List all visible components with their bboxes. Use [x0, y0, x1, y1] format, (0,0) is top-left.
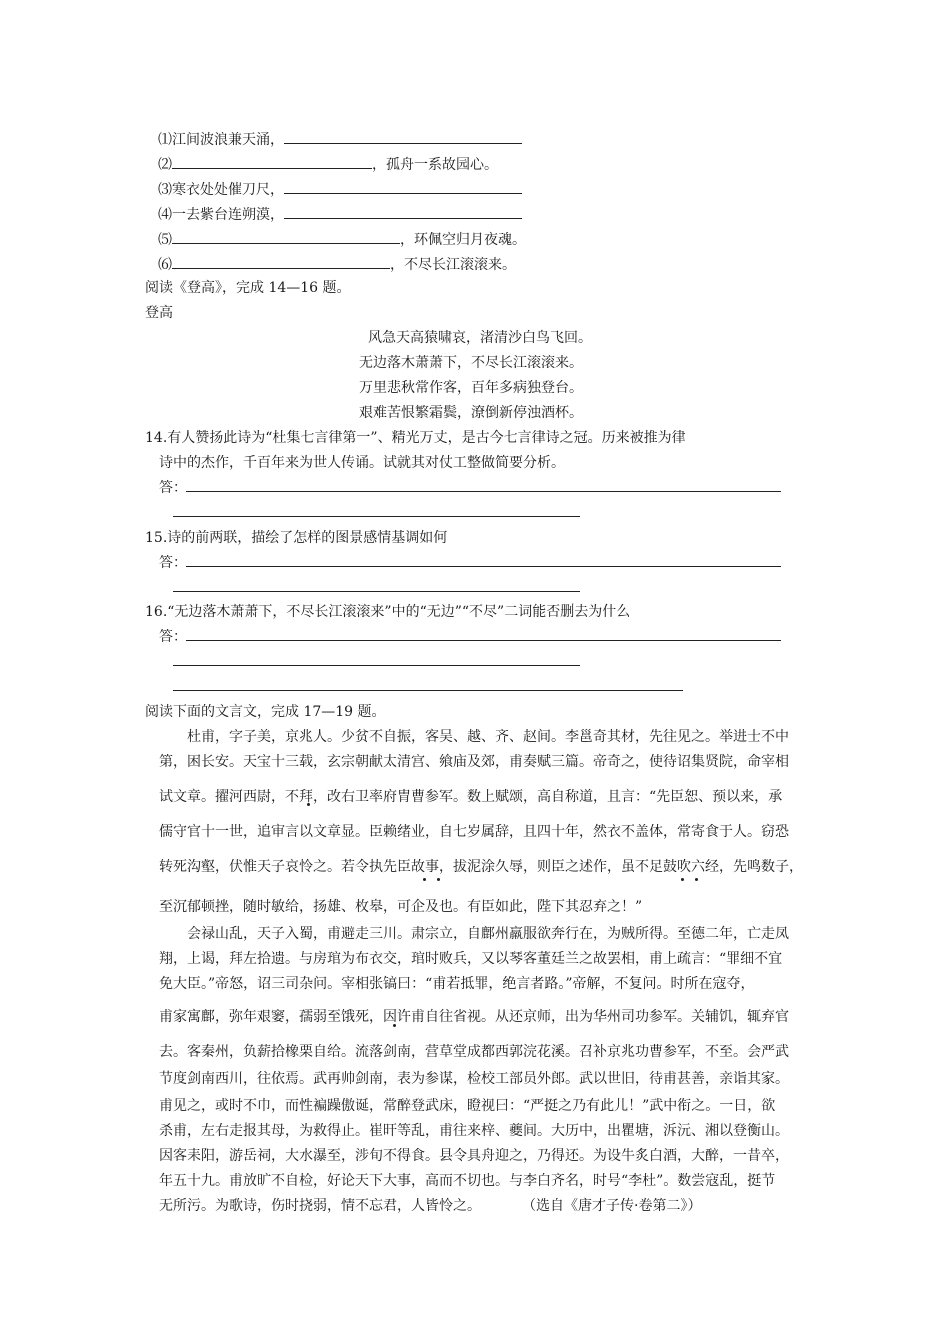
poem-instruction: 阅读《登高》，完成 14—16 题。	[145, 280, 351, 296]
answer-blank[interactable]	[284, 179, 522, 194]
answer-line[interactable]	[173, 690, 683, 691]
given-line: 江间波浪兼天涌，	[172, 132, 284, 148]
given-line: 一去紫台连朔漠，	[172, 207, 284, 223]
passage-line: 甫家寓鄜，弥年艰窭，孺弱至饿死，因许甫自往省视。从还京师，出为华州司功参军。关辅饥，辄弃官	[159, 1009, 789, 1025]
answer-blank[interactable]	[284, 129, 522, 144]
poem-title: 登高	[145, 305, 173, 321]
passage-line: 节度剑南西川，往依焉。武再帅剑南，表为参谋，检校工部员外郎。武以世旧，待甫甚善，亲诣其家。	[159, 1071, 789, 1087]
answer-line[interactable]	[173, 665, 580, 666]
passage-line: 无所污。为歌诗，伤时挠弱，情不忘君，人皆怜之。	[159, 1198, 481, 1214]
fill-item-1	[158, 129, 522, 149]
item-number: ⑷	[158, 207, 172, 223]
answer-line[interactable]	[186, 566, 781, 567]
answer-label: 答：	[159, 629, 187, 645]
passage-source: （选自《唐才子传·卷第二》）	[522, 1198, 702, 1214]
item-number: ⑹	[158, 257, 172, 273]
passage-line: 会禄山乱，天子入蜀，甫避走三川。肃宗立，自鄜州羸服欲奔行在，为贼所得。至德二年，亡走凤	[187, 926, 789, 942]
fill-item-5	[158, 229, 526, 249]
passage-line: 至沉郁顿挫，随时敏给，扬雄、枚皋，可企及也。有臣如此，陛下其忍弃之！”	[159, 899, 643, 915]
answer-label: 答：	[159, 480, 187, 496]
passage-line: 杀甫，左右走报其母，为救得止。崔旰等乱，甫往来梓、夔间。大历中，出瞿塘，泝沅、湘以登衡山。	[159, 1123, 789, 1139]
given-line: ，不尽长江滚滚来。	[390, 257, 516, 273]
item-number: ⑶	[158, 182, 172, 198]
classical-instruction: 阅读下面的文言文，完成 17—19 题。	[145, 704, 386, 720]
passage-line: 杜甫，字子美，京兆人。少贫不自振，客吴、越、齐、赵间。李邕奇其材，先往见之。举进士不中	[187, 729, 789, 745]
passage-line: 年五十九。甫放旷不自检，好论天下大事，高而不切也。与李白齐名，时号“李杜”。数尝寇乱，挺节	[159, 1173, 776, 1189]
answer-blank[interactable]	[284, 204, 522, 219]
given-line: ，孤舟一系故园心。	[372, 157, 498, 173]
passage-line: 甫见之，或时不巾，而性褊躁傲诞，常醉登武床，瞪视曰：“严挺之乃有此儿！”武中衔之。一日，欲	[159, 1098, 776, 1114]
question-16-text: 16.“无边落木萧萧下，不尽长江滚滚来”中的“无边”“不尽”二词能否删去为什么	[145, 604, 631, 620]
fill-item-6	[158, 254, 516, 274]
item-number: ⑴	[158, 132, 172, 148]
passage-line: 转死沟壑，伏惟天子哀怜之。若令执先臣故事，拔泥涂久辱，则臣之述作，虽不足鼓吹六经，先鸣数子，	[159, 859, 803, 875]
poem-line: 艰难苦恨繁霜鬓，潦倒新停浊酒杯。	[359, 405, 583, 421]
fill-item-2	[158, 154, 498, 174]
answer-blank[interactable]	[172, 229, 400, 244]
given-line: 寒衣处处催刀尺，	[172, 182, 284, 198]
fill-item-4	[158, 204, 522, 224]
question-14-text-cont: 诗中的杰作，千百年来为世人传诵。试就其对仗工整做简要分析。	[159, 455, 565, 471]
fill-item-3	[158, 179, 522, 199]
passage-line: 翔，上谒，拜左拾遗。与房琯为布衣交，琯时败兵，又以琴客董廷兰之故罢相，甫上疏言：“罪细不宜	[159, 951, 783, 967]
passage-line: 儒守官十一世，追审言以文章显。臣赖绪业，自七岁属辞，且四十年，然衣不盖体，常寄食于人。窃恐	[159, 824, 789, 840]
passage-line: 试文章。擢河西尉，不拜，改右卫率府胄曹参军。数上赋颂，高自称道，且言：“先臣恕、预以来，承	[159, 789, 783, 805]
item-number: ⑸	[158, 232, 172, 248]
answer-line[interactable]	[186, 491, 781, 492]
given-line: ，环佩空归月夜魂。	[400, 232, 526, 248]
answer-line[interactable]	[186, 640, 781, 641]
answer-blank[interactable]	[172, 154, 372, 169]
answer-label: 答：	[159, 555, 187, 571]
poem-line: 万里悲秋常作客，百年多病独登台。	[359, 380, 583, 396]
item-number: ⑵	[158, 157, 172, 173]
question-14-text: 14.有人赞扬此诗为“杜集七言律第一”、精光万丈，是古今七言律诗之冠。历来被推为律	[145, 430, 686, 446]
passage-line: 免大臣。”帝怒，诏三司杂问。宰相张镐曰：“甫若抵罪，绝言者路。”帝解，不复问。时所在寇夺，	[159, 976, 755, 992]
answer-line[interactable]	[173, 591, 580, 592]
passage-line: 去。客秦州，负薪拾橡栗自给。流落剑南，营草堂成都西郭浣花溪。召补京兆功曹参军，不至。会严武	[159, 1044, 789, 1060]
answer-line[interactable]	[173, 516, 580, 517]
answer-blank[interactable]	[172, 254, 390, 269]
passage-line: 因客耒阳，游岳祠，大水瀑至，涉旬不得食。县令具舟迎之，乃得还。为设牛炙白酒，大醉，一昔卒，	[159, 1148, 789, 1164]
poem-line: 风急天高猿啸哀，渚清沙白鸟飞回。	[368, 330, 592, 346]
passage-line: 第，困长安。天宝十三载，玄宗朝献太清宫、飨庙及郊，甫奏赋三篇。帝奇之，使待诏集贤院，命宰相	[159, 754, 789, 770]
poem-line: 无边落木萧萧下，不尽长江滚滚来。	[359, 355, 583, 371]
question-15-text: 15.诗的前两联，描绘了怎样的图景感情基调如何	[145, 530, 448, 546]
